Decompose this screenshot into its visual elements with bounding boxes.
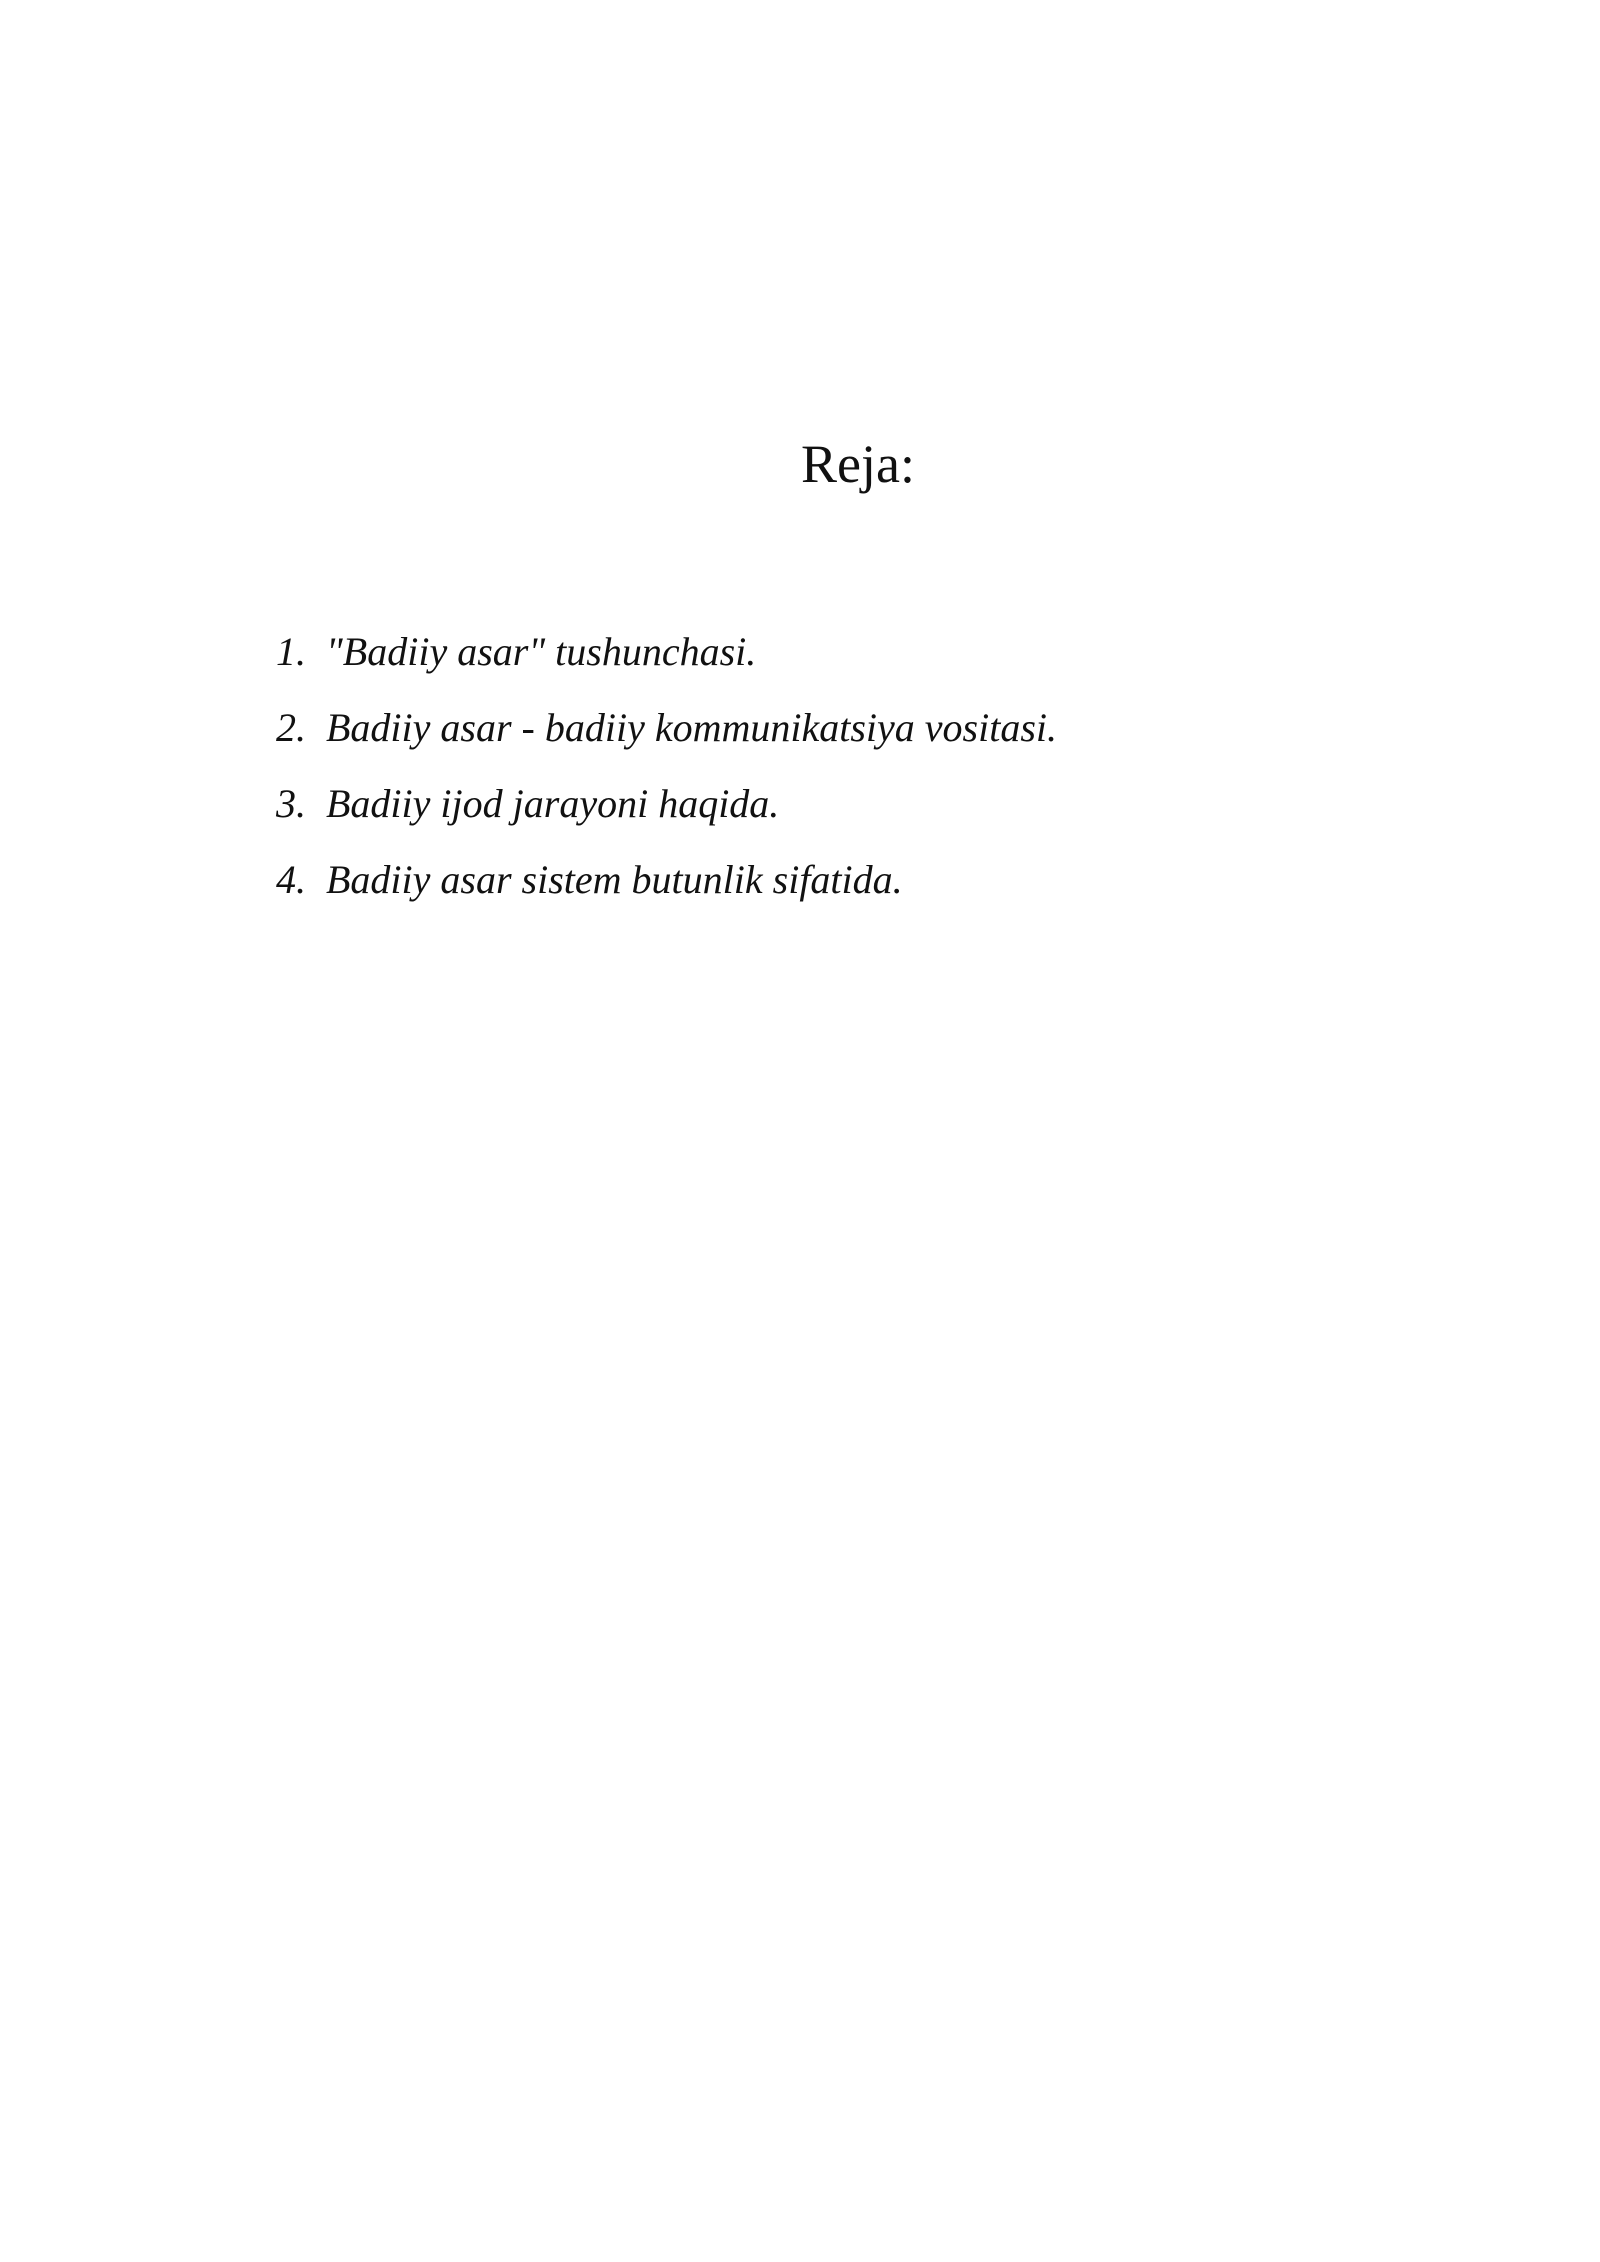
plan-item-4 [276,842,1057,918]
plan-item-number: 2. [276,705,306,750]
plan-item-text: Badiiy asar sistem butunlik sifatida. [326,857,903,902]
plan-item-text: Badiiy ijod jarayoni haqida. [326,781,780,826]
page-title: Reja: [801,434,915,494]
plan-item-2 [276,690,1057,766]
plan-item-number: 1. [276,629,306,674]
plan-list [276,614,1057,918]
plan-item-1 [276,614,1057,690]
plan-item-text: "Badiiy asar" tushunchasi. [326,629,757,674]
plan-item-3 [276,766,1057,842]
plan-item-number: 4. [276,857,306,902]
plan-item-number: 3. [276,781,306,826]
plan-item-text: Badiiy asar - badiiy kommunikatsiya vositasi. [326,705,1058,750]
